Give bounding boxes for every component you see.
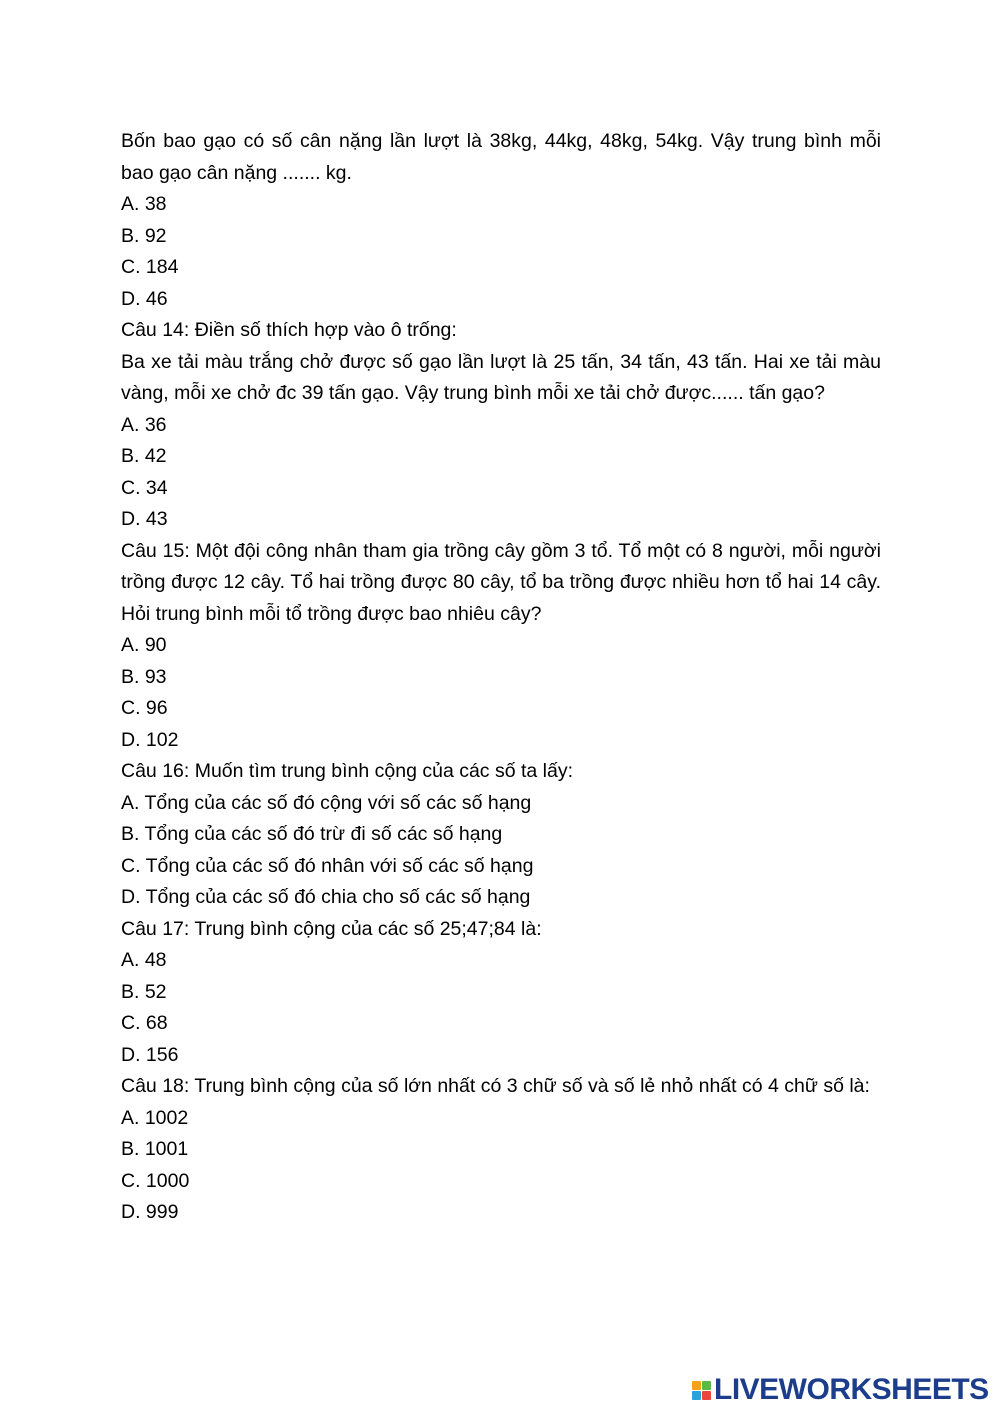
logo-square-orange xyxy=(692,1381,701,1390)
question-16 xyxy=(121,756,881,914)
option-b: B. 52 xyxy=(121,980,167,1003)
option-b: B. Tổng của các số đó trừ đi số các số hạng xyxy=(121,823,503,845)
option-d: D. Tổng của các số đó chia cho số các số hạng xyxy=(121,886,531,908)
liveworksheets-logo-icon xyxy=(692,1381,711,1400)
option-b: B. 42 xyxy=(121,445,167,467)
question-text: Câu 18: Trung bình cộng của số lớn nhất có 3 chữ số và số lẻ nhỏ nhất có 4 chữ số là: xyxy=(121,1075,870,1097)
logo-square-red xyxy=(702,1391,711,1400)
question-15 xyxy=(121,536,881,757)
question-13 xyxy=(121,126,881,315)
question-text: Bốn bao gạo có số cân nặng lần lượt là 38kg, 44kg, 48kg, 54kg. Vậy trung bình mỗi bao gạo cân nặng ....... kg. xyxy=(121,130,881,184)
question-text: Câu 17: Trung bình cộng của các số 25;47;84 là: xyxy=(121,917,542,940)
question-14 xyxy=(121,315,881,536)
option-c: C. 184 xyxy=(121,256,179,278)
option-c: C. 1000 xyxy=(121,1169,190,1192)
option-a: A. 36 xyxy=(121,413,167,436)
question-text: Ba xe tải màu trắng chở được số gạo lần lượt là 25 tấn, 34 tấn, 43 tấn. Hai xe tải màu vàng, mỗi xe chở đc 39 tấn gạo. Vậy trung bình mỗi xe tải chở được...... tấn gạo? xyxy=(121,350,881,404)
option-d: D. 102 xyxy=(121,728,179,751)
logo-text: LIVEWORKSHEETS xyxy=(714,1373,989,1406)
option-a: A. 48 xyxy=(121,949,167,971)
option-d: D. 43 xyxy=(121,508,168,530)
option-d: D. 999 xyxy=(121,1201,179,1223)
option-a: A. 90 xyxy=(121,634,167,656)
option-d: D. 46 xyxy=(121,287,168,310)
option-b: B. 93 xyxy=(121,665,167,688)
question-17 xyxy=(121,914,881,1072)
question-text: Câu 15: Một đội công nhân tham gia trồng cây gồm 3 tổ. Tổ một có 8 người, mỗi người trồng được 12 cây. Tổ hai trồng được 80 cây, tổ ba trồng được nhiều hơn tổ hai 14 cây. Hỏi trung bình mỗi tổ trồng được bao nhiêu cây? xyxy=(121,539,881,625)
option-a: A. Tổng của các số đó cộng với số các số hạng xyxy=(121,791,532,814)
question-text: Câu 16: Muốn tìm trung bình cộng của các số ta lấy: xyxy=(121,760,574,782)
worksheet-content xyxy=(121,126,881,1229)
option-b: B. 92 xyxy=(121,224,167,247)
option-a: A. 38 xyxy=(121,193,167,215)
option-c: C. 34 xyxy=(121,476,168,499)
question-18 xyxy=(121,1071,881,1229)
question-title: Câu 14: Điền số thích hợp vào ô trống: xyxy=(121,319,457,341)
option-a: A. 1002 xyxy=(121,1106,189,1129)
option-d: D. 156 xyxy=(121,1043,179,1066)
logo-square-green xyxy=(702,1381,711,1390)
option-b: B. 1001 xyxy=(121,1138,189,1160)
option-c: C. Tổng của các số đó nhân với số các số hạng xyxy=(121,854,534,877)
option-c: C. 68 xyxy=(121,1012,168,1034)
logo-square-blue xyxy=(692,1391,701,1400)
liveworksheets-logo xyxy=(692,1374,989,1406)
option-c: C. 96 xyxy=(121,697,168,719)
